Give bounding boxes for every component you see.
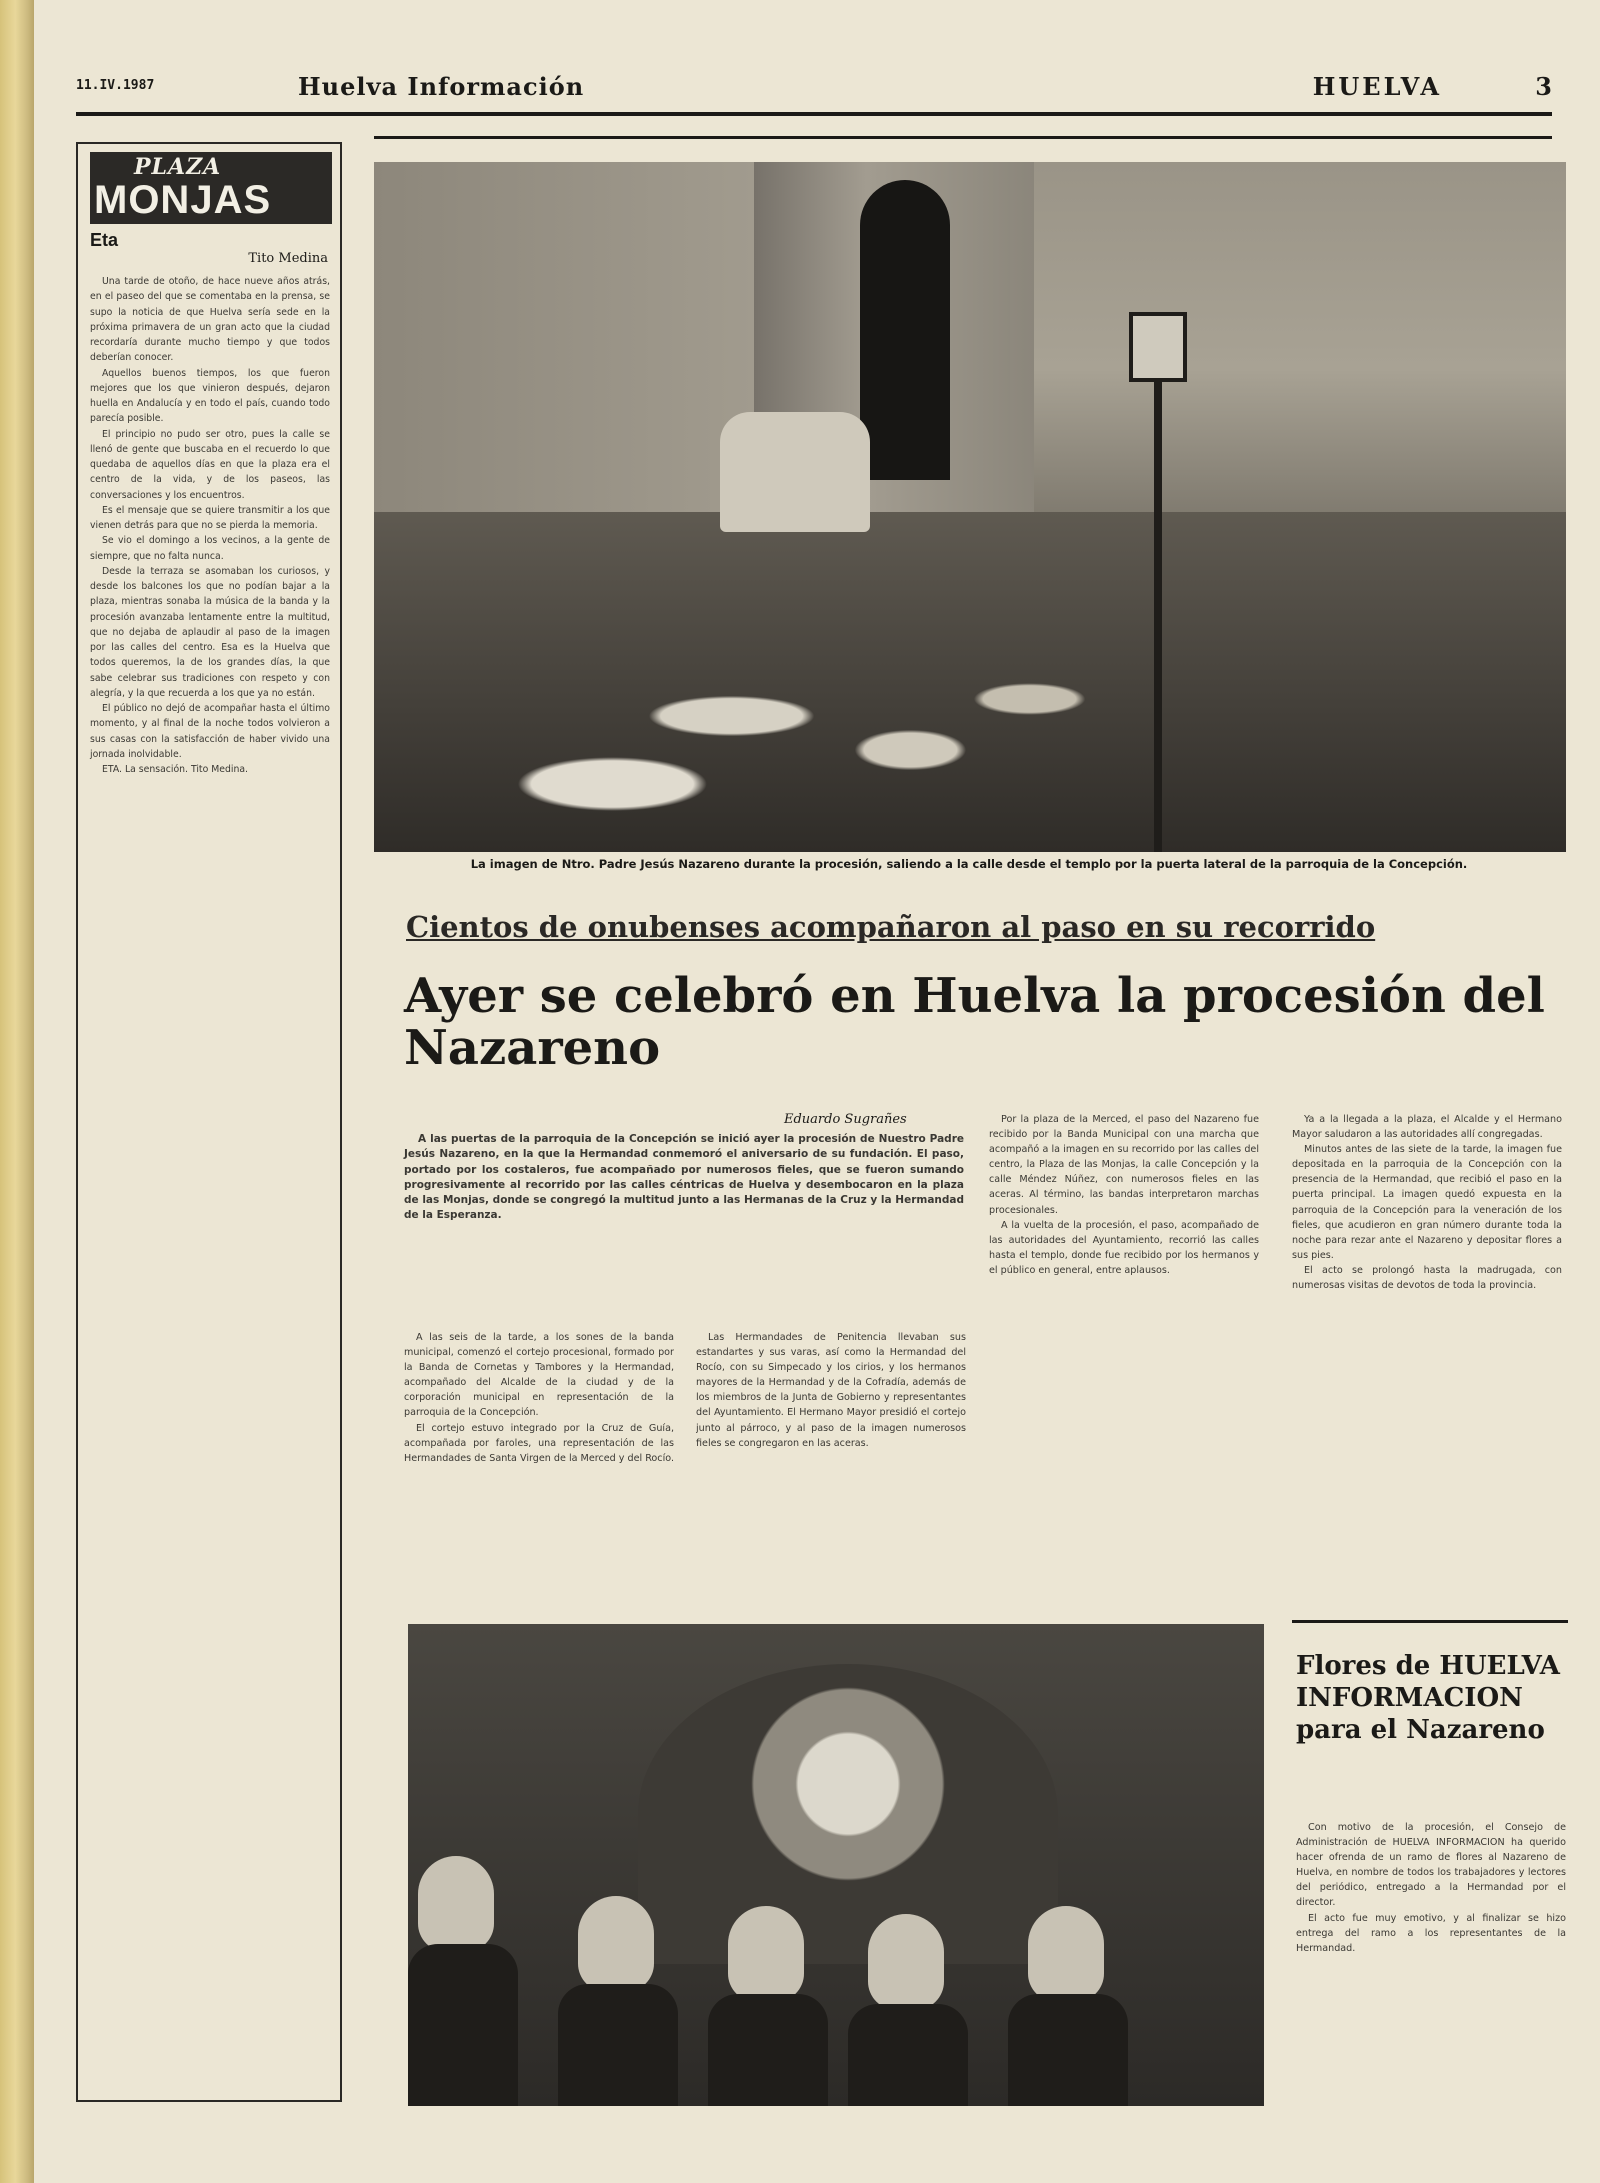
newspaper-page: [34, 0, 1600, 2183]
photo-person: [868, 1914, 944, 2010]
article-lead: [404, 1132, 964, 1224]
photo-doorway: [860, 180, 950, 480]
page-number: 3: [1535, 72, 1552, 101]
article-paragraph: Minutos antes de las siete de la tarde, la imagen fue depositada en la parroquia de la Concepción con la presencia de la Hermandad, que recibió el paso en la puerta principal. La imagen quedó expuesta en la parroquia de la Concepción para la veneración de los fieles, que acudieron en gran número durante toda la noche para rezar ante el Nazareno y depositar flores a sus pies.: [1292, 1144, 1562, 1261]
column-paragraph: Una tarde de otoño, de hace nueve años atrás, en el paseo del que se comentaba en la prensa, se supo la noticia de que Huelva sería sede en la próxima primavera de un gran acto que la ciudad recordaría durante mucho tiempo y que todos deberían conocer.: [90, 276, 330, 364]
column-logo: [90, 152, 332, 224]
photo-person: [728, 1906, 804, 2002]
paper-name: Huelva Información: [298, 72, 585, 101]
book-binding: [0, 0, 34, 2183]
masthead: [76, 72, 1552, 106]
column-paragraph: Aquellos buenos tiempos, los que fueron mejores que los que vinieron después, dejaron huella en Andalucía y en todo el país, cuando todo parecía posible.: [90, 367, 330, 425]
column-body: [90, 274, 330, 777]
photo-float: [720, 412, 870, 532]
photo-person: [558, 1984, 678, 2106]
article-column-2: [696, 1330, 966, 1610]
column-paragraph: El público no dejó de acompañar hasta el último momento, y al final de la noche todos volvieron a sus casas con la satisfacción de haber vivido una jornada inolvidable.: [90, 703, 330, 760]
photo-person: [1028, 1906, 1104, 2002]
photo-person: [418, 1856, 494, 1952]
article-column-1: [404, 1330, 674, 1610]
masthead-rule: [76, 112, 1552, 116]
column-paragraph: Es el mensaje que se quiere transmitir a los que vienen detrás para que no se pierda la memoria.: [90, 504, 330, 531]
column-paragraph: Se vio el domingo a los vecinos, a la gente de siempre, que no falta nunca.: [90, 535, 330, 562]
photo-street-lamp: [1129, 312, 1187, 382]
photo-caption: La imagen de Ntro. Padre Jesús Nazareno durante la procesión, saliendo a la calle desde el templo por la puerta lateral de la parroquia de la Concepción.: [470, 857, 1468, 871]
photo-crowd: [374, 512, 1566, 852]
article-paragraph: El acto se prolongó hasta la madrugada, con numerosas visitas de devotos de toda la provincia.: [1292, 1264, 1562, 1292]
article-paragraph: Las Hermandades de Penitencia llevaban sus estandartes y sus varas, así como la Hermandad del Rocío, con su Simpecado y los cirios, y los hermanos mayores de la Hermandad y de la Cofradía, además de los miembros de la Junta de Gobierno y representantes del Ayuntamiento. El Hermano Mayor presidió el cortejo junto al párroco, y al paso de la imagen numerosos fieles se congregaron en las aceras.: [696, 1332, 966, 1449]
sidebar-headline: Flores de HUELVA INFORMACION para el Nazareno: [1296, 1651, 1560, 1745]
column-paragraph: El principio no pudo ser otro, pues la calle se llenó de gente que buscaba en el recuerdo lo que quedaba de aquellos días en que la plaza era el centro de la vida, y de los paseos, las conversaciones y los encuentros.: [90, 428, 330, 501]
section-name: HUELVA: [1312, 72, 1442, 101]
offering-photo: [408, 1624, 1264, 2106]
photo-person: [1008, 1994, 1128, 2106]
column-paragraph: ETA. La sensación. Tito Medina.: [102, 764, 248, 775]
sidebar-rule: [1292, 1620, 1568, 1623]
column-title: Eta: [90, 230, 119, 250]
article-paragraph: El cortejo estuvo integrado por la Cruz de Guía, acompañada por faroles, una representación de las Hermandades de Santa Virgen de la Merced y del Rocío.: [404, 1422, 674, 1464]
article-kicker: Cientos de onubenses acompañaron al paso en su recorrido: [406, 910, 1376, 944]
article-top-rule: [374, 136, 1552, 139]
column-paragraph: Desde la terraza se asomaban los curiosos, y desde los balcones los que no podían bajar a la plaza, mientras sonaba la música de la banda y la procesión avanzaba lentamente entre la multitud, que no dejaba de aplaudir al paso de la imagen por las calles del centro. Esa es la Huelva que todos queremos, la de los grandes días, la que sabe celebrar sus tradiciones con respeto y con alegría, y la que recuerda a los que ya no están.: [90, 565, 330, 699]
article-paragraph: Por la plaza de la Merced, el paso del Nazareno fue recibido por la Banda Municipal con una marcha que acompañó a la imagen en su recorrido por las calles del centro, la Plaza de las Monjas, la calle Concepción y la calle Méndez Núñez, con numerosos fieles en las aceras. Al término, las bandas interpretaron marchas procesionales.: [989, 1114, 1259, 1216]
article-column-4: [1292, 1112, 1562, 1582]
article-paragraph: A las seis de la tarde, a los sones de la banda municipal, comenzó el cortejo procesional, formado por la Banda de Cornetas y Tambores y la Hermandad, acompañado del Alcalde de la ciudad y de la corporación municipal en representación de la parroquia de la Concepción.: [404, 1332, 674, 1419]
article-paragraph: Ya a la llegada a la plaza, el Alcalde y el Hermano Mayor saludaron a las autoridades allí congregadas.: [1292, 1114, 1562, 1141]
procession-photo: [374, 162, 1566, 852]
sidebar-body: [1296, 1820, 1566, 2100]
lead-paragraph: A las puertas de la parroquia de la Concepción se inició ayer la procesión de Nuestro Padre Jesús Nazareno, en la que la Hermandad conmemoró el aniversario de su fundación. El paso, portado por los costaleros, fue acompañado por numerosos fieles, que se fueron sumando progresivamente al recorrido por las calles céntricas de Huelva y desembocaron en la plaza de las Monjas, donde se congregó la multitud junto a las Hermanas de la Cruz y la Hermandad de la Esperanza.: [404, 1133, 964, 1222]
opinion-column: [76, 142, 342, 2102]
photo-person: [848, 2004, 968, 2106]
sidebar-paragraph: Con motivo de la procesión, el Consejo de Administración de HUELVA INFORMACION ha querido hacer ofrenda de un ramo de flores al Nazareno de Huelva, en nombre de todos los trabajadores y lectores del periódico, entregado a la Hermandad por el director.: [1296, 1822, 1566, 1909]
photo-person: [578, 1896, 654, 1992]
photo-person: [408, 1944, 518, 2106]
article-paragraph: A la vuelta de la procesión, el paso, acompañado de las autoridades del Ayuntamiento, recorrió las calles hasta el templo, donde fue recibido por los hermanos y el público en general, entre aplausos.: [989, 1219, 1259, 1276]
column-logo-monjas: MONJAS: [94, 178, 272, 222]
issue-date: 11.IV.1987: [76, 78, 155, 93]
article-column-3: [989, 1112, 1259, 1610]
photo-person: [708, 1994, 828, 2106]
photo-lamp-post: [1154, 332, 1162, 852]
article-byline: Eduardo Sugrañes: [784, 1112, 907, 1127]
column-author: Tito Medina: [248, 251, 328, 266]
column-logo-plaza: PLAZA: [134, 154, 222, 180]
photo-altar: [638, 1664, 1058, 1964]
sidebar-paragraph: El acto fue muy emotivo, y al finalizar se hizo entrega del ramo a los representantes de la Hermandad.: [1296, 1912, 1566, 1954]
article-headline: Ayer se celebró en Huelva la procesión del Nazareno: [404, 968, 1545, 1076]
